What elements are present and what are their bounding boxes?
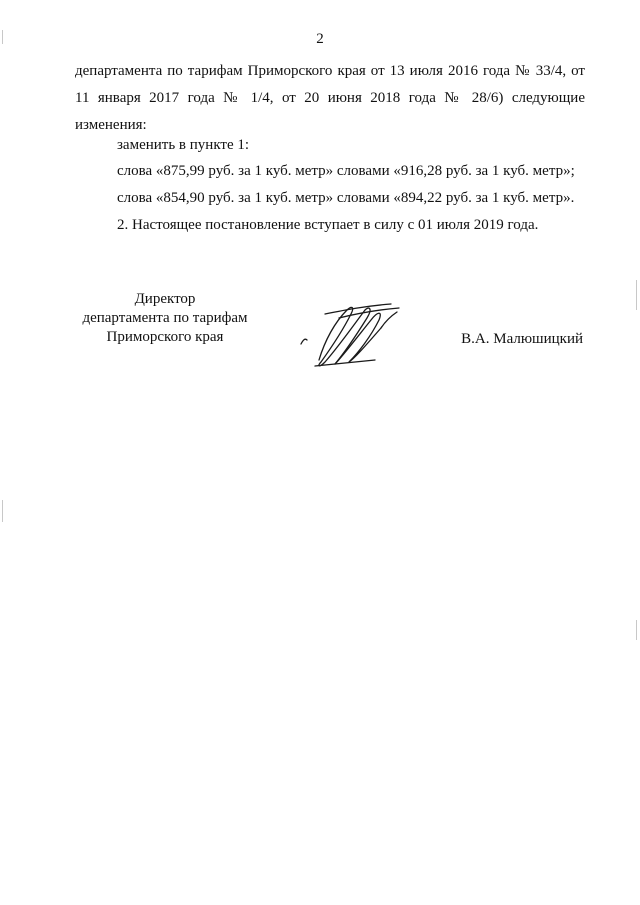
replace-heading: заменить в пункте 1: bbox=[117, 137, 250, 153]
signer-title-line-1: Директор bbox=[134, 291, 196, 307]
page-number: 2 bbox=[316, 31, 324, 47]
scan-edge-mark bbox=[636, 620, 637, 640]
signer-title-line-3: Приморского края bbox=[106, 329, 224, 345]
signer-title-line-2: департамента по тарифам bbox=[82, 310, 248, 326]
scan-edge-mark bbox=[2, 500, 3, 522]
intro-paragraph bbox=[75, 58, 585, 139]
signer-name: В.А. Малюшицкий bbox=[461, 331, 583, 347]
scan-edge-mark bbox=[2, 30, 3, 44]
intro-line-3: изменения: bbox=[75, 117, 147, 133]
clause-2: 2. Настоящее постановление вступает в силу с 01 июля 2019 года. bbox=[117, 217, 539, 233]
replacement-line-2: слова «854,90 руб. за 1 куб. метр» словами «894,22 руб. за 1 куб. метр». bbox=[117, 190, 575, 206]
handwritten-signature bbox=[295, 300, 410, 375]
intro-line-1: департамента по тарифам Приморского края от 13 июля 2016 года № 33/4, от bbox=[75, 63, 585, 79]
intro-line-2: 11 января 2017 года № 1/4, от 20 июня 2018 года № 28/6) следующие bbox=[75, 90, 585, 106]
signer-title bbox=[75, 290, 255, 347]
scan-edge-mark bbox=[636, 280, 637, 310]
replacement-line-1: слова «875,99 руб. за 1 куб. метр» словами «916,28 руб. за 1 куб. метр»; bbox=[117, 163, 575, 179]
